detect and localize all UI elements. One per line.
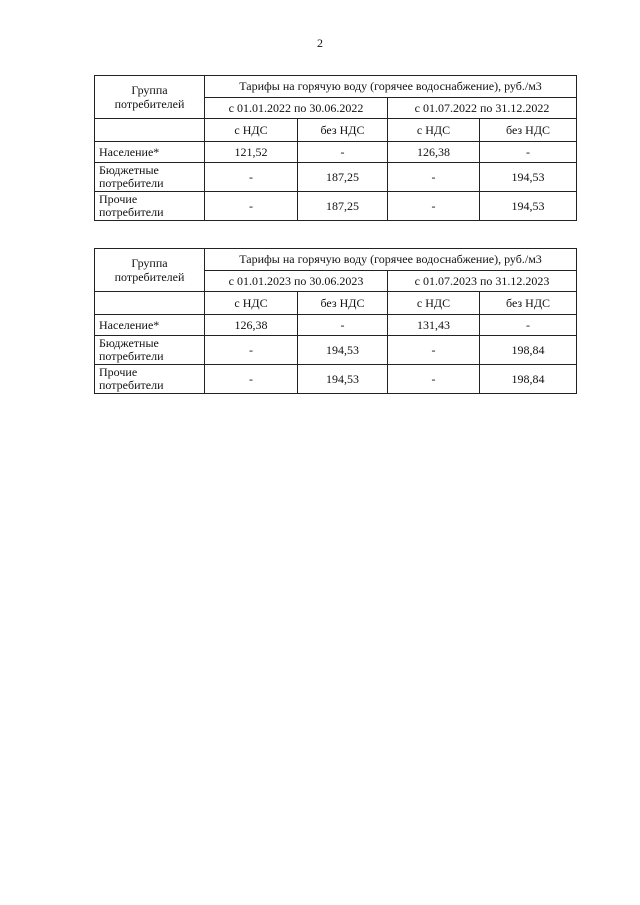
tariff-value: - — [388, 192, 480, 221]
row-label: Прочие потребители — [95, 365, 205, 394]
tariff-value: 121,52 — [205, 142, 298, 163]
tariff-value: 194,53 — [480, 163, 577, 192]
empty-cell — [95, 119, 205, 142]
vat-subheader: без НДС — [480, 119, 577, 142]
vat-subheader: без НДС — [480, 292, 577, 315]
tariff-value: 131,43 — [388, 315, 480, 336]
tariff-value: - — [298, 315, 388, 336]
tariff-value: - — [388, 163, 480, 192]
row-label: Прочие потребители — [95, 192, 205, 221]
tariff-value: - — [480, 142, 577, 163]
tariff-value: - — [205, 336, 298, 365]
empty-cell — [95, 292, 205, 315]
tariff-value: 198,84 — [480, 365, 577, 394]
tariff-value: 194,53 — [298, 336, 388, 365]
table-row — [95, 163, 577, 192]
tariff-value: - — [298, 142, 388, 163]
group-header: Группа потребителей — [95, 76, 205, 119]
row-label: Бюджетные потребители — [95, 163, 205, 192]
table-row — [95, 142, 577, 163]
table-row — [95, 192, 577, 221]
tariff-table-2022 — [94, 75, 577, 221]
period-header: с 01.07.2023 по 31.12.2023 — [388, 271, 577, 292]
tariff-value: - — [205, 163, 298, 192]
tariff-value: - — [388, 365, 480, 394]
period-header: с 01.01.2022 по 30.06.2022 — [205, 98, 388, 119]
tariff-value: - — [388, 336, 480, 365]
row-label: Население* — [95, 315, 205, 336]
vat-subheader: без НДС — [298, 119, 388, 142]
tariff-table-2023 — [94, 248, 577, 394]
page-number: 2 — [317, 36, 323, 50]
row-label: Население* — [95, 142, 205, 163]
tariff-value: 126,38 — [205, 315, 298, 336]
vat-subheader: с НДС — [388, 119, 480, 142]
tariff-value: - — [480, 315, 577, 336]
table-row — [95, 365, 577, 394]
vat-subheader: с НДС — [388, 292, 480, 315]
vat-subheader: с НДС — [205, 119, 298, 142]
table-row — [95, 315, 577, 336]
vat-subheader: с НДС — [205, 292, 298, 315]
vat-subheader: без НДС — [298, 292, 388, 315]
tariff-value: 187,25 — [298, 163, 388, 192]
table-row — [95, 336, 577, 365]
tariff-value: 126,38 — [388, 142, 480, 163]
tariff-value: - — [205, 192, 298, 221]
tariff-header: Тарифы на горячую воду (горячее водоснабжение), руб./м3 — [205, 76, 577, 98]
period-header: с 01.01.2023 по 30.06.2023 — [205, 271, 388, 292]
tariff-value: - — [205, 365, 298, 394]
group-header: Группа потребителей — [95, 249, 205, 292]
tariff-value: 198,84 — [480, 336, 577, 365]
row-label: Бюджетные потребители — [95, 336, 205, 365]
tariff-value: 194,53 — [480, 192, 577, 221]
tariff-value: 187,25 — [298, 192, 388, 221]
tariff-value: 194,53 — [298, 365, 388, 394]
period-header: с 01.07.2022 по 31.12.2022 — [388, 98, 577, 119]
tariff-header: Тарифы на горячую воду (горячее водоснабжение), руб./м3 — [205, 249, 577, 271]
